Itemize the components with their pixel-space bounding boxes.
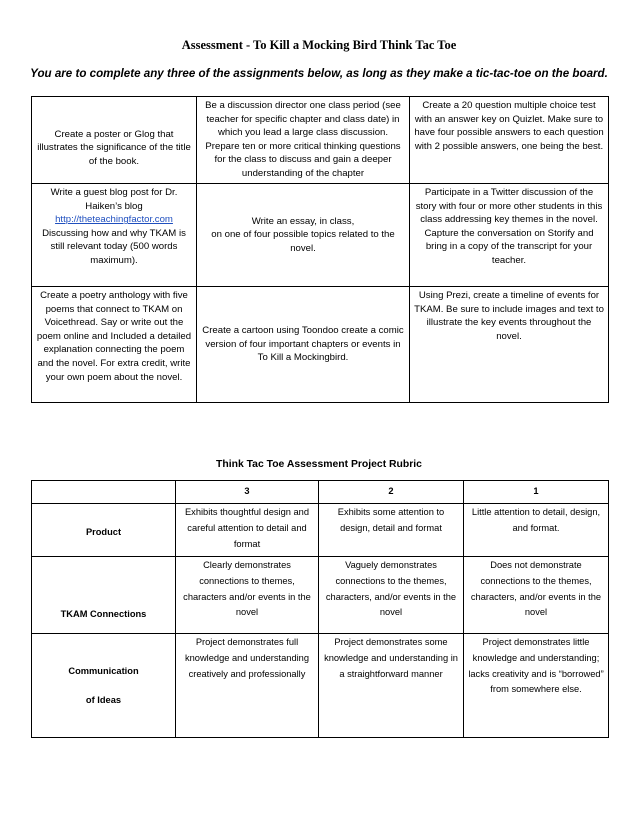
cell-text: on one of four possible topics related to the novel. <box>211 229 395 254</box>
label-text: Product <box>85 526 122 537</box>
cell-text: Create a poster or Glog that illustrates the significance of the title of the book. <box>37 128 191 167</box>
cell-poetry-anthology <box>32 287 197 403</box>
rubric-row-label <box>32 557 176 634</box>
cell-text: Create a cartoon using Toondoo create a comic version of four important chapters or events in To Kill a Mockingbird. <box>202 325 404 364</box>
rubric-table <box>31 480 609 738</box>
cell-poster <box>32 97 197 184</box>
rubric-cell: Project demonstrates full knowledge and understanding creatively and professionally <box>176 634 319 738</box>
cell-discussion-director <box>197 97 410 184</box>
cell-text: Participate in a Twitter discussion of the story with four or more other students in this class addressing key themes in the novel. Capture the conversation on Storify and bring in a copy of the transcript for your teacher. <box>415 187 603 266</box>
rubric-cell: Vaguely demonstrates connections to the themes, characters, and/or events in the novel <box>319 557 464 634</box>
rubric-header-row <box>32 481 609 504</box>
rubric-header-cell: 2 <box>319 481 464 504</box>
cell-text: Write a guest blog post for Dr. Haiken’s blog <box>50 187 178 212</box>
rubric-cell: Project demonstrates some knowledge and understanding in a straightforward manner <box>319 634 464 738</box>
rubric-header-cell <box>32 481 176 504</box>
rubric-row-label <box>32 504 176 557</box>
instructions: You are to complete any three of the assignments below, as long as they make a tic-tac-toe on the board. <box>30 67 608 80</box>
rubric-cell: Does not demonstrate connections to the themes, characters, and/or events in the novel <box>464 557 609 634</box>
cell-text: Create a 20 question multiple choice test with an answer key on Quizlet. Make sure to have four possible answers to each question with 2 possible answers, one being the best. <box>414 100 604 152</box>
rubric-cell: Clearly demonstrates connections to themes, characters and/or events in the novel <box>176 557 319 634</box>
blog-link[interactable]: http://theteachingfactor.com <box>55 214 173 226</box>
cell-text: Create a poetry anthology with five poems that connect to TKAM on Voicethread. Say or write out the poem online and Included a detailed explanation connecting the poem and the novel. For extra credit, write your own poem about the novel. <box>36 290 192 383</box>
rubric-header-cell: 3 <box>176 481 319 504</box>
cell-quizlet-test <box>410 97 609 184</box>
label-text: Communication <box>68 665 139 676</box>
cell-prezi-timeline <box>410 287 609 403</box>
rubric-row-label <box>32 634 176 738</box>
cell-essay <box>197 184 410 287</box>
rubric-cell: Exhibits some attention to design, detail and format <box>319 504 464 557</box>
think-tac-toe-board <box>31 96 609 403</box>
cell-guest-blog <box>32 184 197 287</box>
rubric-cell: Little attention to detail, design, and format. <box>464 504 609 557</box>
table-row <box>32 504 609 557</box>
cell-text: Write an essay, in class, <box>251 215 355 227</box>
table-row <box>32 557 609 634</box>
label-text: TKAM Connections <box>60 609 147 620</box>
cell-text: Using Prezi, create a timeline of events for TKAM. Be sure to include images and text to illustrate the key events throughout the novel. <box>414 290 604 342</box>
cell-text: Discussing how and why TKAM is still relevant today (500 words maximum). <box>42 227 186 266</box>
cell-cartoon <box>197 287 410 403</box>
table-row <box>32 634 609 738</box>
rubric-header-cell: 1 <box>464 481 609 504</box>
document-title: Assessment - To Kill a Mocking Bird Think Tac Toe <box>181 38 457 52</box>
cell-twitter-discussion <box>410 184 609 287</box>
rubric-title: Think Tac Toe Assessment Project Rubric <box>216 459 422 470</box>
label-text: of Ideas <box>85 694 122 705</box>
cell-text: Be a discussion director one class period (see teacher for specific chapter and class date) in which you lead a large class discussion. Prepare ten or more critical thinking questions for the class to discuss and gain a deeper understanding of the chapter <box>205 100 401 179</box>
rubric-cell: Project demonstrates little knowledge and understanding; lacks creativity and is “borrowed” from somewhere else. <box>464 634 609 738</box>
rubric-cell: Exhibits thoughtful design and careful attention to detail and format <box>176 504 319 557</box>
